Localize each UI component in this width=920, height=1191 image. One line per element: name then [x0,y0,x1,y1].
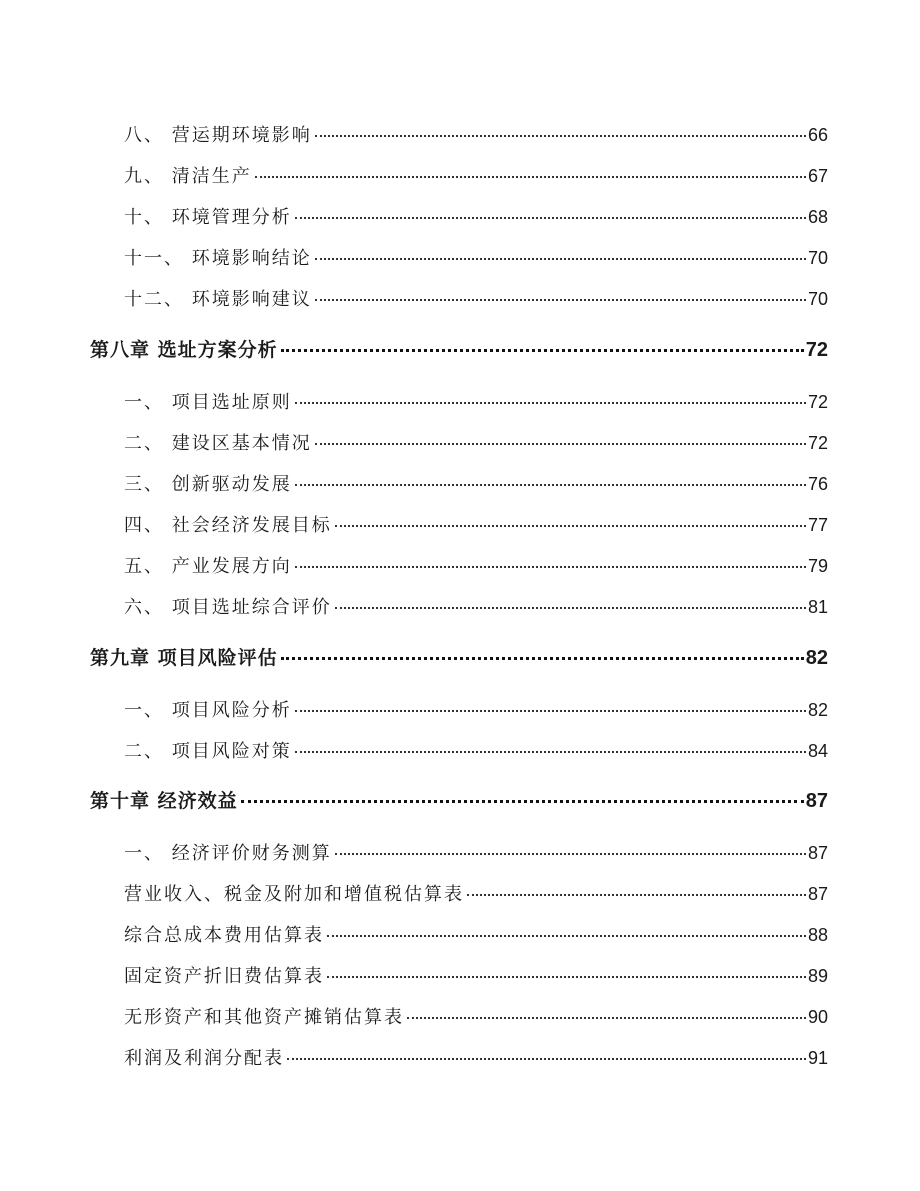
toc-dot-leader [295,751,806,753]
toc-entry-title: 一、 项目选址原则 [124,392,292,413]
toc-entry-title: 八、 营运期环境影响 [124,125,312,146]
toc-dot-leader [335,607,806,609]
toc-page-number: 82 [805,647,828,669]
toc-page-number: 66 [807,125,828,145]
toc-entry[interactable] [124,555,828,577]
toc-dot-leader [295,217,806,219]
toc-entry-title: 二、 项目风险对策 [124,741,292,762]
toc-page-number: 89 [807,966,828,986]
toc-dot-leader [315,443,806,445]
toc-dot-leader [281,657,804,660]
toc-entry-title: 十一、 环境影响结论 [124,248,312,269]
toc-entry-title: 营业收入、税金及附加和增值税估算表 [124,884,464,905]
toc-entry-title: 二、 建设区基本情况 [124,433,312,454]
toc-dot-leader [327,935,806,937]
toc-entry-title: 三、 创新驱动发展 [124,474,292,495]
toc-entry[interactable] [124,699,828,721]
toc-dot-leader [255,176,806,178]
toc-page-number: 72 [805,339,828,361]
toc-entry[interactable] [124,391,828,413]
toc-entry-title: 四、 社会经济发展目标 [124,515,332,536]
toc-page-number: 67 [807,166,828,186]
toc-entry[interactable] [124,1047,828,1069]
toc-chapter-entry[interactable] [90,647,828,669]
toc-entry-title: 利润及利润分配表 [124,1048,284,1069]
toc-page-number: 79 [807,556,828,576]
toc-dot-leader [241,800,804,803]
toc-dot-leader [295,402,806,404]
toc-page-number: 77 [807,515,828,535]
toc-dot-leader [335,853,806,855]
toc-entry[interactable] [124,1006,828,1028]
toc-dot-leader [295,484,806,486]
toc-entry[interactable] [124,883,828,905]
toc-entry[interactable] [124,473,828,495]
toc-dot-leader [327,976,806,978]
toc-dot-leader [315,258,806,260]
toc-entry[interactable] [124,596,828,618]
toc-page-number: 70 [807,248,828,268]
toc-page-number: 82 [807,700,828,720]
toc-dot-leader [467,894,806,896]
toc-entry[interactable] [124,432,828,454]
toc-page-number: 72 [807,433,828,453]
toc-chapter-entry[interactable] [90,339,828,361]
toc-page-number: 87 [807,884,828,904]
toc-page-number: 87 [805,790,828,812]
toc-dot-leader [315,299,806,301]
toc-chapter-entry[interactable] [90,790,828,812]
toc-page-number: 76 [807,474,828,494]
toc-chapter-title: 第十章 经济效益 [90,790,238,812]
toc-dot-leader [315,135,806,137]
toc-dot-leader [287,1058,806,1060]
toc-dot-leader [335,525,806,527]
toc-entry-title: 一、 项目风险分析 [124,700,292,721]
toc-dot-leader [281,349,804,352]
toc-entry-title: 固定资产折旧费估算表 [124,966,324,987]
toc-entry-title: 综合总成本费用估算表 [124,925,324,946]
toc-entry-title: 六、 项目选址综合评价 [124,597,332,618]
toc-page-number: 90 [807,1007,828,1027]
toc-entry[interactable] [124,247,828,269]
toc-entry-title: 九、 清洁生产 [124,166,252,187]
toc-entry[interactable] [124,206,828,228]
toc-dot-leader [295,710,806,712]
toc-page-number: 87 [807,843,828,863]
toc-entry[interactable] [124,288,828,310]
toc-page-number: 81 [807,597,828,617]
toc-dot-leader [407,1017,806,1019]
toc-page-number: 88 [807,925,828,945]
toc-entry[interactable] [124,740,828,762]
toc-entry[interactable] [124,924,828,946]
toc-entry-title: 五、 产业发展方向 [124,556,292,577]
toc-page-number: 68 [807,207,828,227]
toc-entry[interactable] [124,165,828,187]
toc-entry[interactable] [124,842,828,864]
toc-page-number: 91 [807,1048,828,1068]
toc-entry-title: 一、 经济评价财务测算 [124,843,332,864]
toc-page-number: 84 [807,741,828,761]
toc-entry-title: 十二、 环境影响建议 [124,289,312,310]
toc-entry[interactable] [124,124,828,146]
toc-entry-title: 十、 环境管理分析 [124,207,292,228]
toc-chapter-title: 第九章 项目风险评估 [90,647,278,669]
toc-dot-leader [295,566,806,568]
toc-page-number: 70 [807,289,828,309]
toc-entry[interactable] [124,514,828,536]
toc-entry[interactable] [124,965,828,987]
toc-entry-title: 无形资产和其他资产摊销估算表 [124,1007,404,1028]
toc-page-number: 72 [807,392,828,412]
toc-chapter-title: 第八章 选址方案分析 [90,339,278,361]
